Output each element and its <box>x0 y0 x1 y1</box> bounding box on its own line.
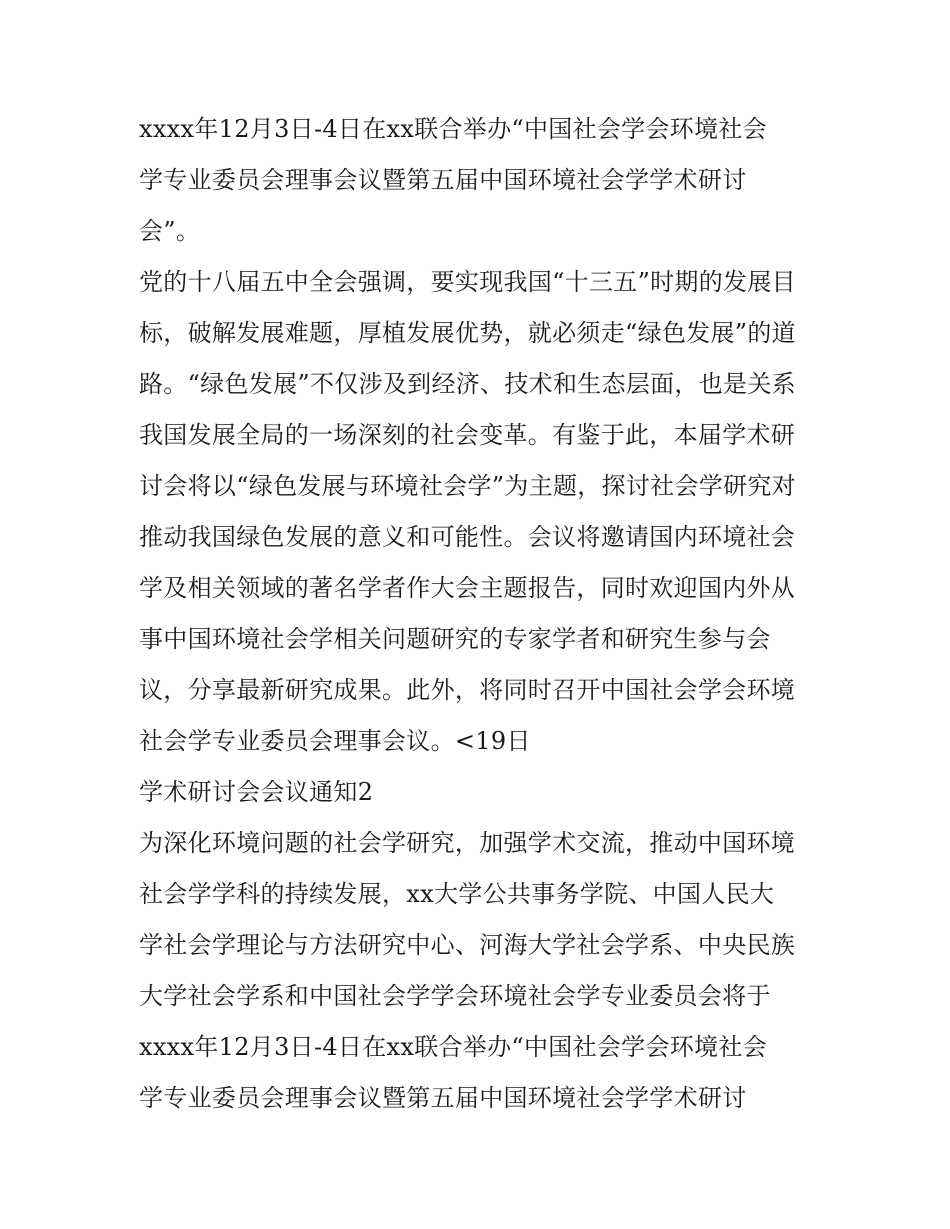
text-line: 为深化环境问题的社会学研究，加强学术交流，推动中国环境 <box>139 829 796 857</box>
text-line: 会”。 <box>139 217 201 245</box>
text-line: 学社会学理论与方法研究中心、河海大学社会学系、中央民族 <box>139 931 796 959</box>
paragraph-meeting-date <box>139 104 819 257</box>
text-line: xxxx年12月3日-4日在xx联合举办“中国社会学会环境社会 <box>139 115 767 143</box>
paragraph-green-development <box>139 257 819 767</box>
text-line: 路。“绿色发展”不仅涉及到经济、技术和生态层面，也是关系 <box>139 370 796 398</box>
text-line: 推动我国绿色发展的意义和可能性。会议将邀请国内环境社会 <box>139 523 796 551</box>
text-line: 事中国环境社会学相关问题研究的专家学者和研究生参与会 <box>139 625 771 653</box>
text-line: 标，破解发展难题，厚植发展优势，就必须走“绿色发展”的道 <box>139 319 796 347</box>
text-line: 大学社会学系和中国社会学学会环境社会学专业委员会将于 <box>139 982 771 1010</box>
paragraph-notice-2 <box>139 818 819 1124</box>
text-line: 党的十八届五中全会强调，要实现我国“十三五”时期的发展目 <box>139 268 796 296</box>
text-line: 学专业委员会理事会议暨第五届中国环境社会学学术研讨 <box>139 1084 747 1112</box>
text-line: xxxx年12月3日-4日在xx联合举办“中国社会学会环境社会 <box>139 1033 767 1061</box>
text-line: 议，分享最新研究成果。此外，将同时召开中国社会学会环境 <box>139 676 796 704</box>
text-line: 学专业委员会理事会议暨第五届中国环境社会学学术研讨 <box>139 166 747 194</box>
text-line: 学及相关领域的著名学者作大会主题报告，同时欢迎国内外从 <box>139 574 796 602</box>
text-line: 我国发展全局的一场深刻的社会变革。有鉴于此，本届学术研 <box>139 421 796 449</box>
document-body <box>139 104 819 1124</box>
section-heading <box>139 767 819 818</box>
text-line: 讨会将以“绿色发展与环境社会学”为主题，探讨社会学研究对 <box>139 472 796 500</box>
heading-text: 学术研讨会会议通知2 <box>139 778 374 806</box>
text-line: 社会学学科的持续发展，xx大学公共事务学院、中国人民大 <box>139 880 775 908</box>
text-line: 社会学专业委员会理事会议。<19日 <box>139 727 531 755</box>
